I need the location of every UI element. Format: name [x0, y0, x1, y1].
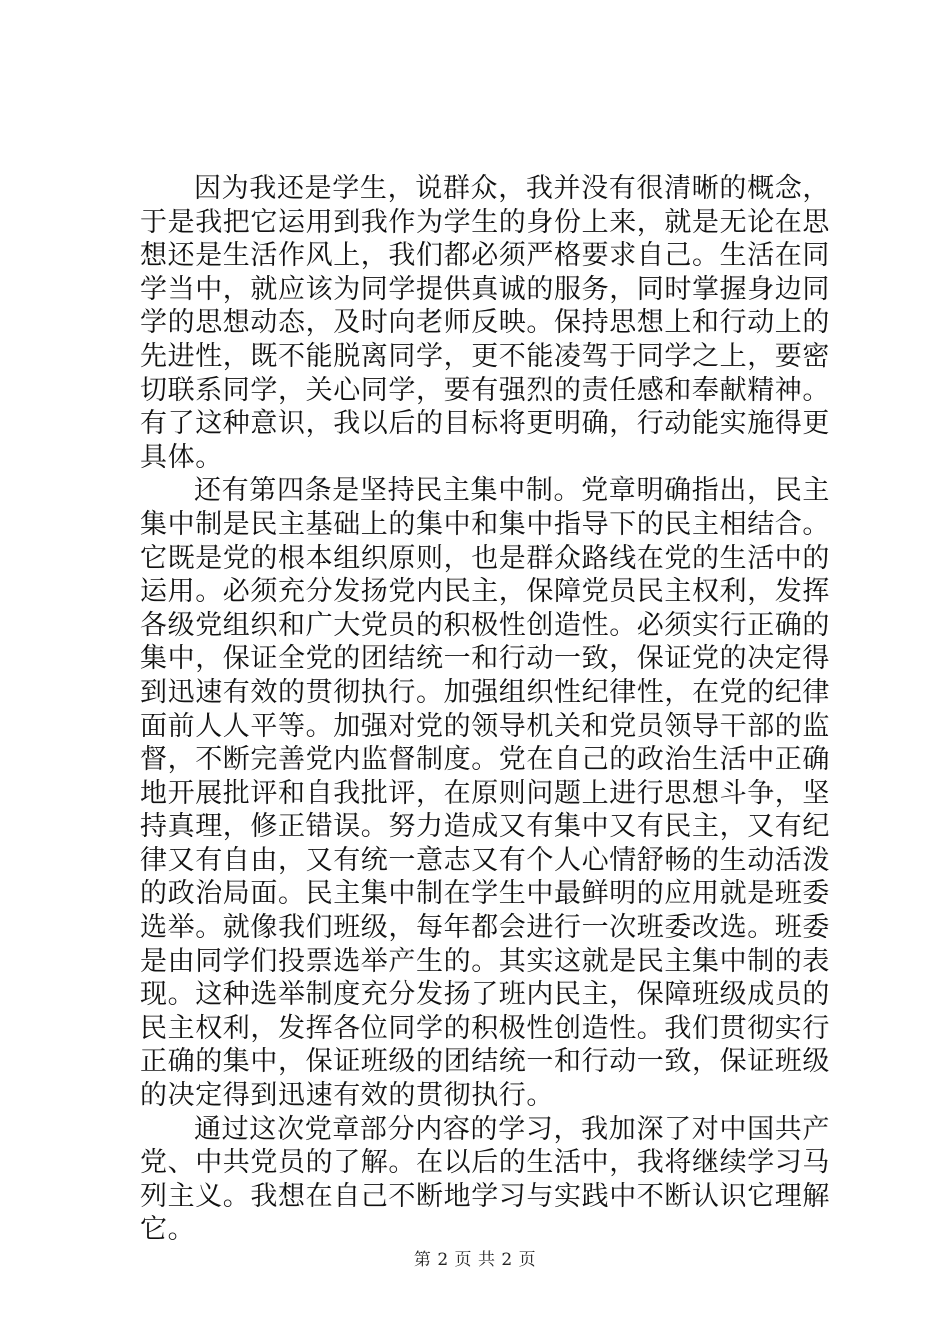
- paragraph-2: 还有第四条是坚持民主集中制。党章明确指出，民主集中制是民主基础上的集中和集中指导下的民主相结合。它既是党的根本组织原则，也是群众路线在党的生活中的运用。必须充分发扬党内民主，保障党员民主权利，发挥各级党组织和广大党员的积极性创造性。必须实行正确的集中，保证全党的团结统一和行动一致，保证党的决定得到迅速有效的贯彻执行。加强组织性纪律性，在党的纪律面前人人平等。加强对党的领导机关和党员领导干部的监督，不断完善党内监督制度。党在自己的政治生活中正确地开展批评和自我批评，在原则问题上进行思想斗争，坚持真理，修正错误。努力造成又有集中又有民主，又有纪律又有自由，又有统一意志又有个人心情舒畅的生动活泼的政治局面。民主集中制在学生中最鲜明的应用就是班委选举。就像我们班级，每年都会进行一次班委改选。班委是由同学们投票选举产生的。其实这就是民主集中制的表现。这种选举制度充分发扬了班内民主，保障班级成员的民主权利，发挥各位同学的积极性创造性。我们贯彻实行正确的集中，保证班级的团结统一和行动一致，保证班级的决定得到迅速有效的贯彻执行。: [140, 475, 830, 1112]
- document-body: [140, 172, 830, 1247]
- paragraph-1: 因为我还是学生，说群众，我并没有很清晰的概念，于是我把它运用到我作为学生的身份上来，就是无论在思想还是生活作风上，我们都必须严格要求自己。生活在同学当中，就应该为同学提供真诚的服务，同时掌握身边同学的思想动态，及时向老师反映。保持思想上和行动上的先进性，既不能脱离同学，更不能凌驾于同学之上，要密切联系同学，关心同学，要有强烈的责任感和奉献精神。有了这种意识，我以后的目标将更明确，行动能实施得更具体。: [140, 173, 830, 473]
- paragraph-3: 通过这次党章部分内容的学习，我加深了对中国共产党、中共党员的了解。在以后的生活中，我将继续学习马列主义。我想在自己不断地学习与实践中不断认识它理解它。: [140, 1113, 830, 1246]
- page-footer: 第 2 页 共 2 页: [413, 1250, 537, 1270]
